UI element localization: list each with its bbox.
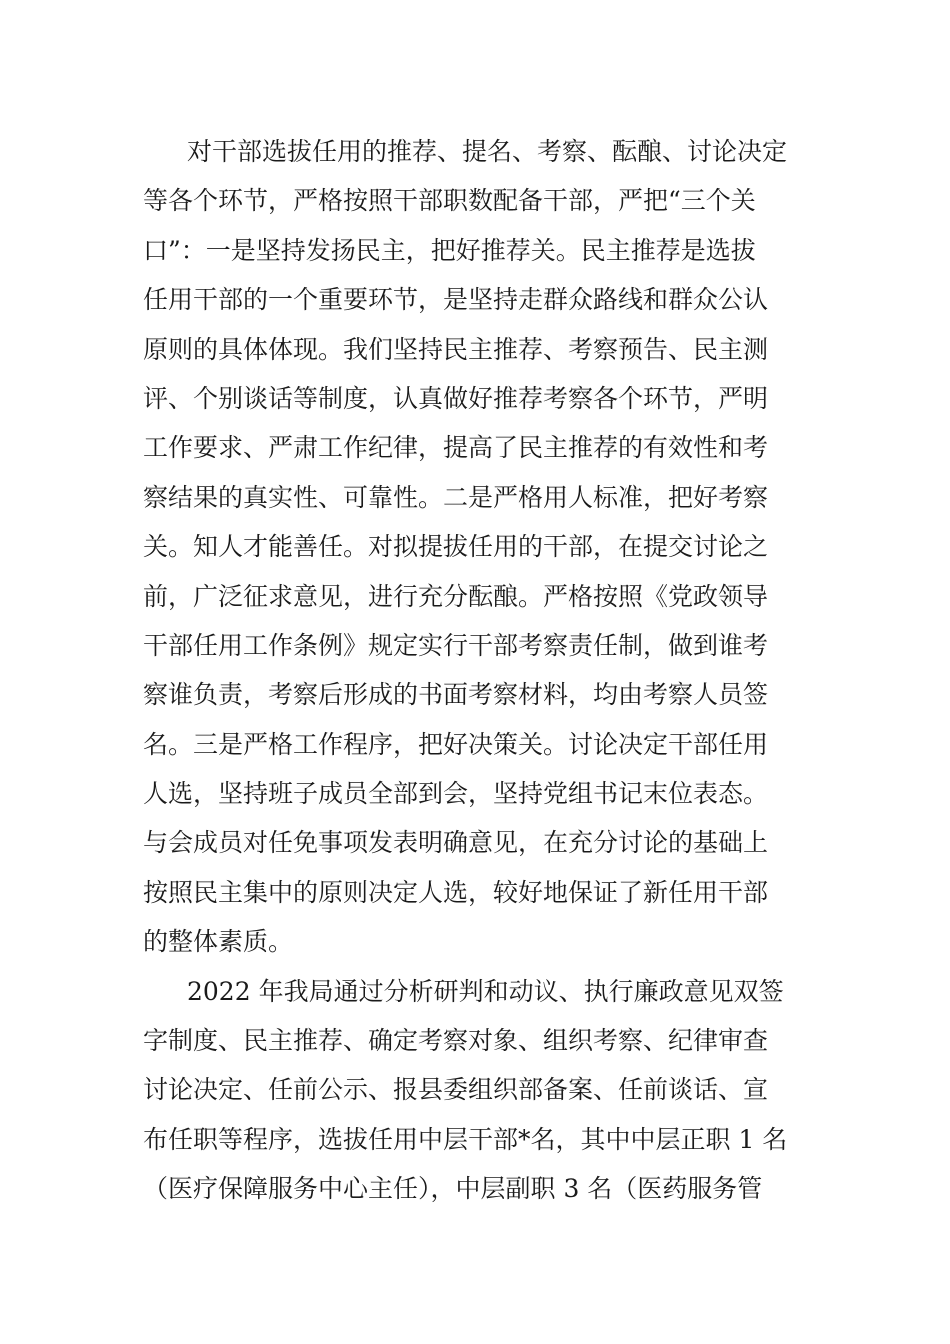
paragraph-line: 2022 年我局通过分析研判和动议、执行廉政意见双签 (187, 976, 784, 1006)
paragraph-line: 布任职等程序，选拔任用中层干部*名，其中中层正职 1 名 (143, 1124, 788, 1154)
paragraph-line: 口”：一是坚持发扬民主，把好推荐关。民主推荐是选拔 (143, 235, 756, 265)
paragraph-1 (143, 127, 823, 967)
paragraph-line: 察谁负责，考察后形成的书面考察材料，均由考察人员签 (143, 680, 769, 710)
paragraph-line: 评、个别谈话等制度，认真做好推荐考察各个环节，严明 (143, 383, 769, 413)
paragraph-line: 讨论决定、任前公示、报县委组织部备案、任前谈话、宣 (143, 1075, 769, 1105)
paragraph-line: 干部任用工作条例》规定实行干部考察责任制，做到谁考 (143, 630, 769, 660)
paragraph-line: 按照民主集中的原则决定人选，较好地保证了新任用干部 (143, 877, 769, 907)
paragraph-line: 察结果的真实性、可靠性。二是严格用人标准，把好考察 (143, 482, 769, 512)
paragraph-2 (143, 967, 823, 1214)
paragraph-line: 等各个环节，严格按照干部职数配备干部，严把“三个关 (143, 186, 756, 216)
paragraph-line: 人选，坚持班子成员全部到会，坚持党组书记末位表态。 (143, 779, 769, 809)
paragraph-line: 工作要求、严肃工作纪律，提高了民主推荐的有效性和考 (143, 433, 769, 463)
paragraph-line: 字制度、民主推荐、确定考察对象、组织考察、纪律审查 (143, 1026, 769, 1056)
paragraph-line: 原则的具体体现。我们坚持民主推荐、考察预告、民主测 (143, 334, 769, 364)
paragraph-line: 与会成员对任免事项发表明确意见，在充分讨论的基础上 (143, 828, 769, 858)
document-body (143, 127, 823, 1214)
paragraph-line: 名。三是严格工作程序，把好决策关。讨论决定干部任用 (143, 729, 769, 759)
paragraph-line: 对干部选拔任用的推荐、提名、考察、酝酿、讨论决定 (187, 137, 788, 166)
paragraph-line: 任用干部的一个重要环节，是坚持走群众路线和群众公认 (143, 285, 769, 315)
paragraph-line: 前，广泛征求意见，进行充分酝酿。严格按照《党政领导 (143, 581, 769, 611)
paragraph-line: 关。知人才能善任。对拟提拔任用的干部，在提交讨论之 (143, 532, 769, 562)
paragraph-line: （医疗保障服务中心主任），中层副职 3 名（医药服务管 (143, 1174, 763, 1204)
paragraph-line: 的整体素质。 (143, 927, 294, 957)
